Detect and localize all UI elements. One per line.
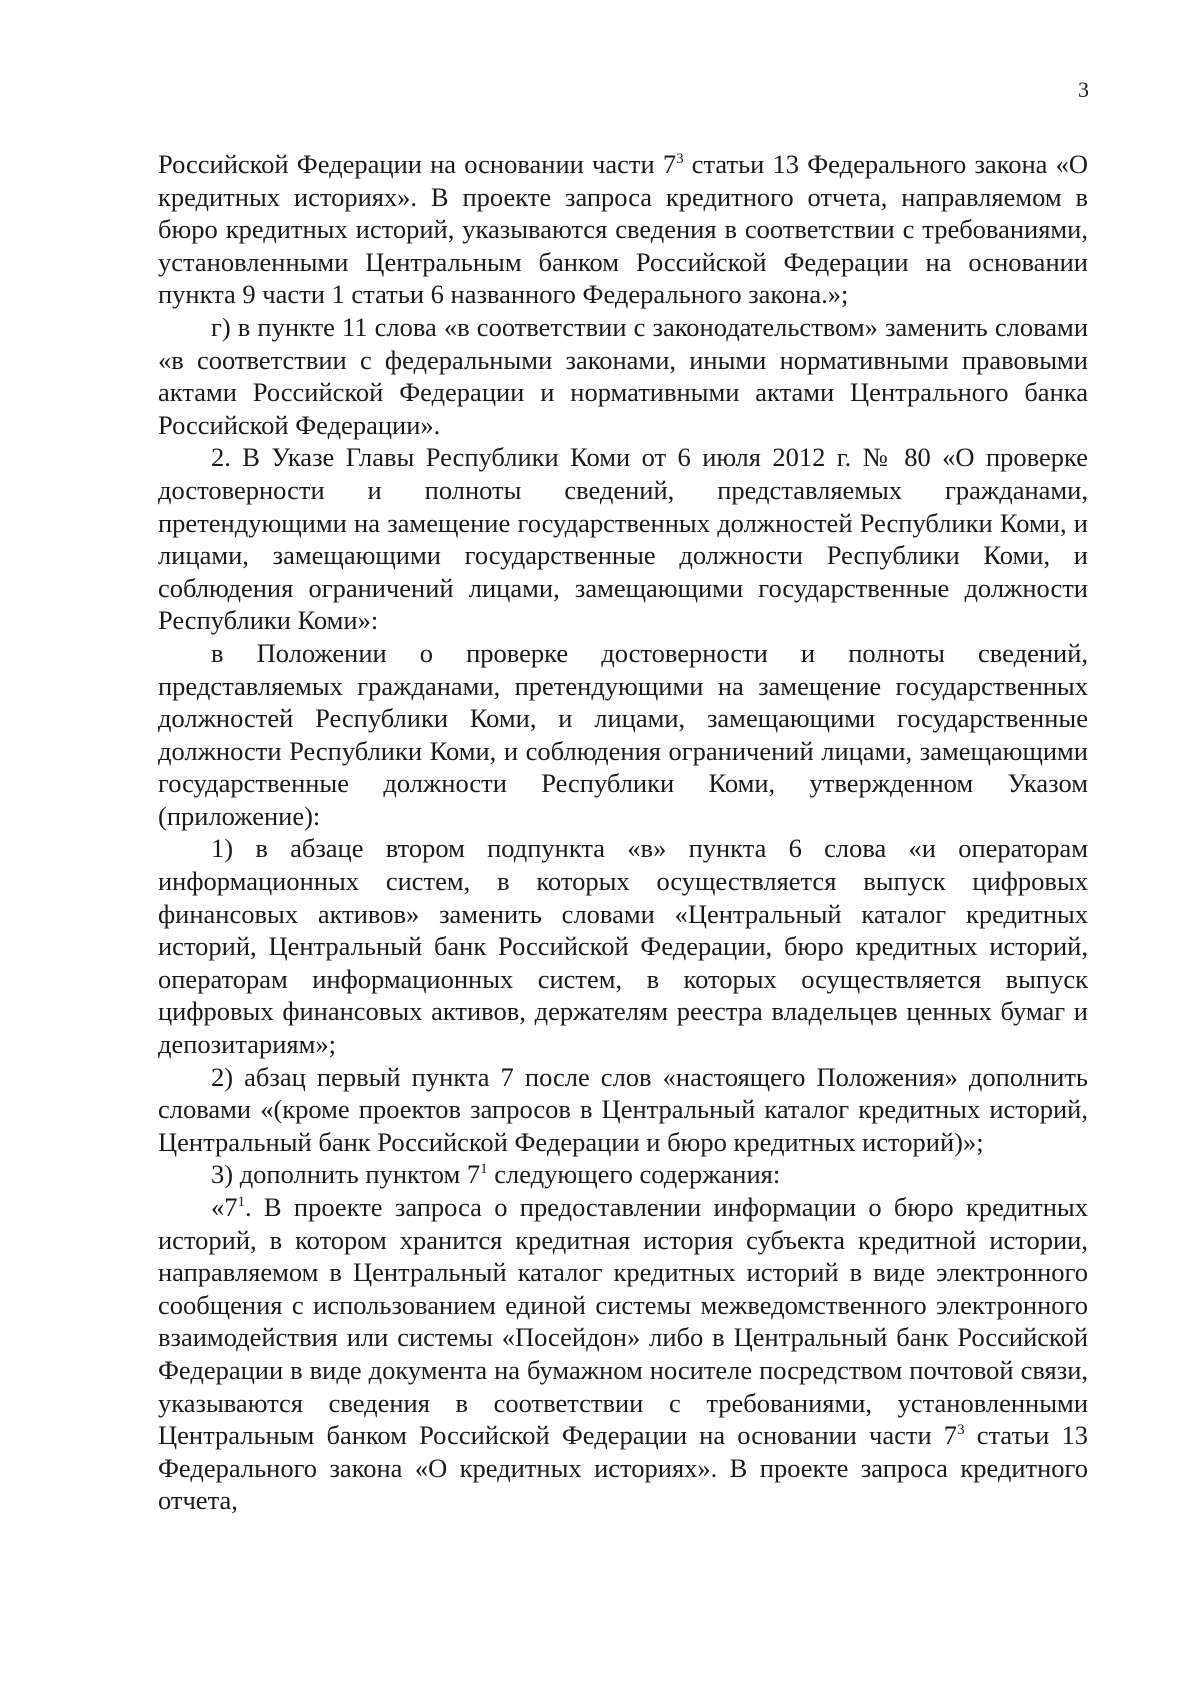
text-fragment: . В проекте запроса о предоставлении информации о бюро кредитных историй, в котором хранится кредитная история субъекта кредитной истории, направляемом в Центральный каталог кредитных историй в виде электронного сообщения с использованием единой системы межведомственного электронного взаимодействия или системы «Посейдон» либо в Центральный банк Российской Федерации в виде документа на бумажном носителе посредством почтовой связи, указываются сведения в соответствии с требованиями, установленными Центральным банком Российской Федерации на основании части 7 [158,1192,1088,1451]
text-fragment: статьи 13 Федерального закона «О кредитных историях». В проекте запроса кредитного отчета, [158,1420,1088,1516]
superscript: 1 [237,1194,245,1210]
text-fragment: г) в пункте 11 слова «в соответствии с законодательством» заменить словами «в соответствии с федеральными законами, иными нормативными правовыми актами Российской Федерации и нормативными актами Центрального банка Российской Федерации». [158,311,1088,440]
text-fragment: «7 [211,1192,238,1222]
paragraph-p1 [158,148,1088,311]
paragraph-p8 [158,1191,1088,1517]
paragraph-p3 [158,441,1088,637]
page-number: 3 [1078,77,1089,102]
paragraph-p6 [158,1061,1088,1159]
text-fragment: 2) абзац первый пункта 7 после слов «настоящего Положения» дополнить словами «(кроме проектов запросов в Центральный каталог кредитных историй, Центральный банк Российской Федерации и бюро кредитных историй)»; [158,1061,1088,1157]
text-fragment: 3) дополнить пунктом 7 [211,1159,481,1190]
text-fragment: 1) в абзаце втором подпункта «в» пункта 6 слова «и операторам информационных систем, в которых осуществляется выпуск цифровых финансовых активов» заменить словами «Центральный каталог кредитных историй, Центральный банк Российской Федерации, бюро кредитных историй, операторам информационных систем, в которых осуществляется выпуск цифровых финансовых активов, держателям реестра владельцев ценных бумаг и депозитариям»; [158,833,1088,1060]
paragraph-p5 [158,832,1088,1060]
superscript: 1 [480,1161,488,1178]
text-fragment: 2. В Указе Главы Республики Коми от 6 июля 2012 г. № 80 «О проверке достоверности и полноты сведений, представляемых гражданами, претендующими на замещение государственных должностей Республики Коми, и лицами, замещающими государственные должности Республики Коми, и соблюдения ограничений лицами, замещающими государственные должности Республики Коми»: [158,442,1088,636]
paragraph-p7 [158,1158,1088,1191]
document-body [158,148,1088,1517]
superscript: 3 [676,151,684,167]
paragraph-p2 [158,311,1088,441]
superscript: 3 [957,1422,965,1439]
text-fragment: в Положении о проверке достоверности и полноты сведений, представляемых гражданами, претендующими на замещение государственных должностей Республики Коми, и лицами, замещающими государственные должности Республики Коми, и соблюдения ограничений лицами, замещающими государственные должности Республики Коми, утвержденном Указом (приложение): [158,637,1088,831]
text-fragment: статьи 13 Федерального закона «О кредитных историях». В проекте запроса кредитного отчета, направляемом в бюро кредитных историй, указываются сведения в соответствии с требованиями, установленными Центральным банком Российской Федерации на основании пункта 9 части 1 статьи 6 названного Федерального закона.»; [158,149,1088,310]
text-fragment: Российской Федерации на основании части 7 [158,149,677,179]
text-fragment: следующего содержания: [487,1159,781,1190]
paragraph-p4 [158,637,1088,833]
